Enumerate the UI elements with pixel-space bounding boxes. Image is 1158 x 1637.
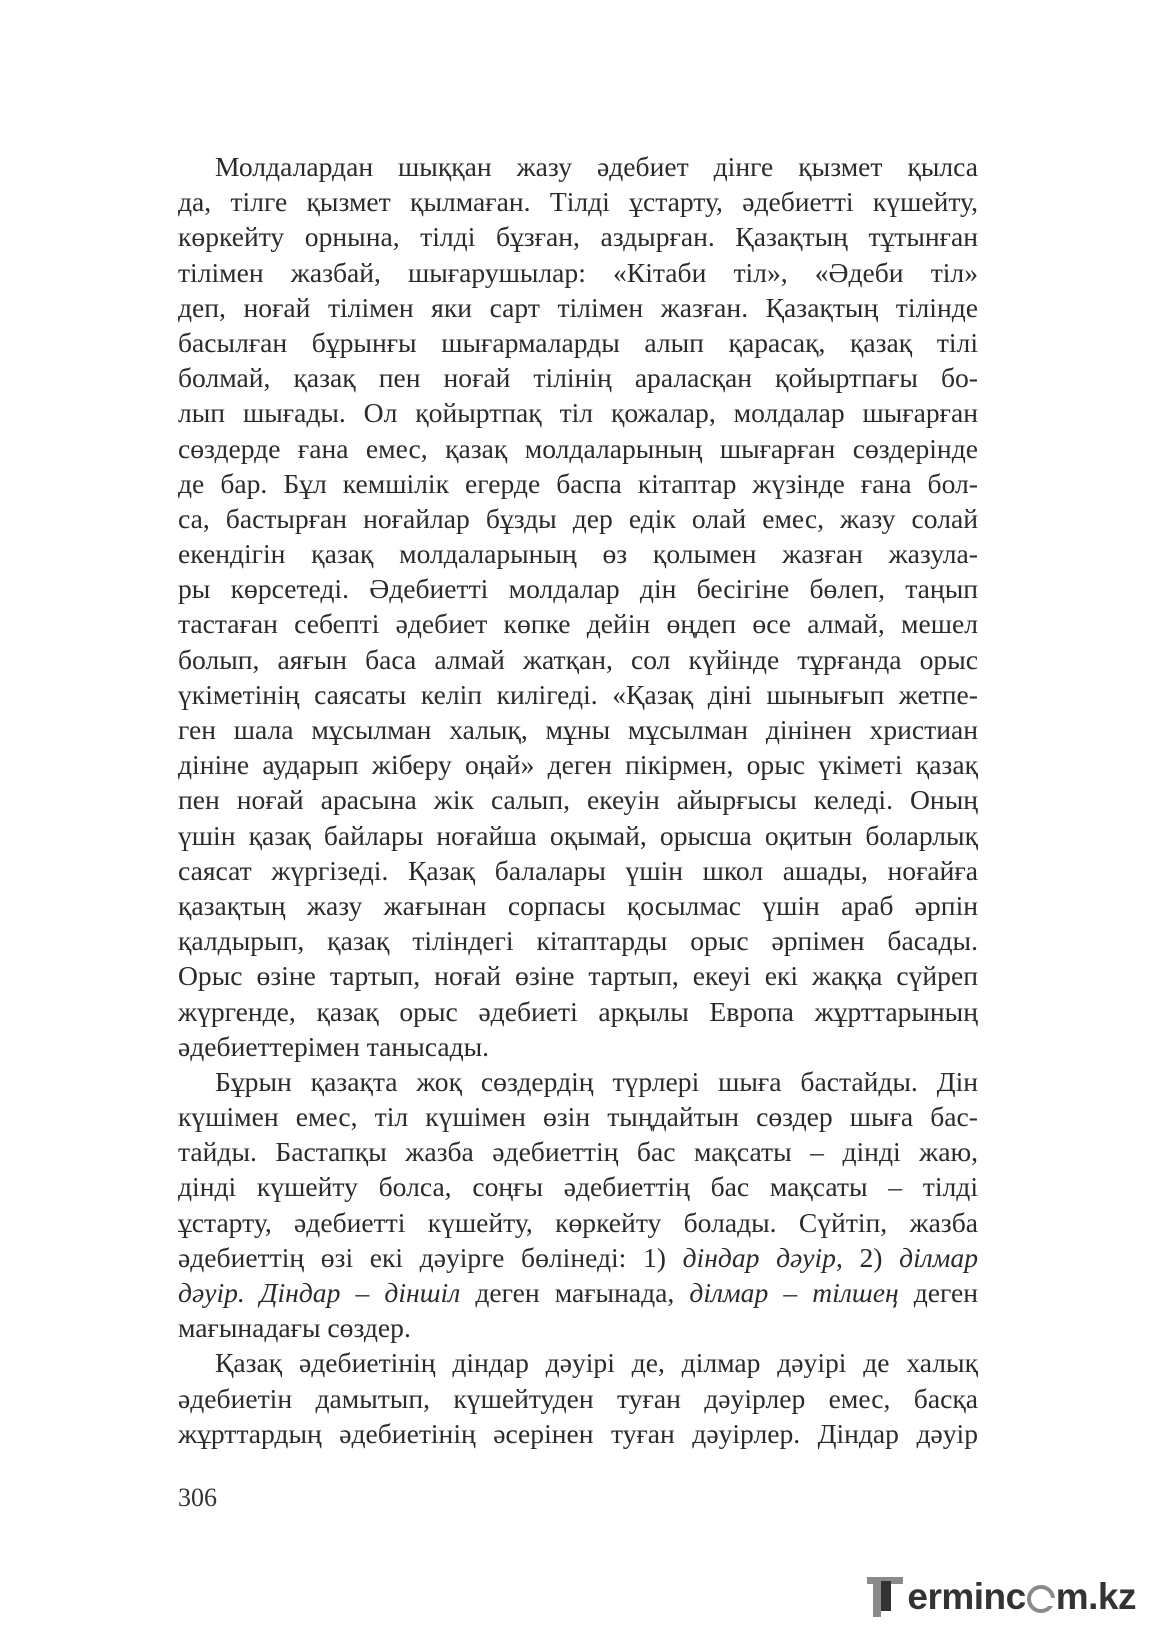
text-line: үшін қазақ байлары ноғайша оқымай, орысша оқитын боларлық [178,819,978,851]
text-line: әдебиетін дамытып, күшейтуден туған дәуірлер емес, басқа [178,1382,978,1414]
text-line: тастаған себепті әдебиет көпке дейін өңдеп өсе алмай, мешел [178,608,978,640]
italic-term: дәуір. Діндар – діншіл [178,1277,461,1308]
text-line: әдебиеттерімен танысады. [178,1030,490,1062]
text-run: деген [898,1277,978,1308]
text-line: Орыс өзіне тартып, ноғай өзіне тартып, екеуі екі жаққа сүйреп [178,960,978,992]
text-line: мағынадағы сөздер. [178,1312,411,1344]
text-line: болып, аяғын баса алмай жатқан, сол күйінде тұрғанда орыс [178,643,978,675]
watermark-text-suffix: m.kz [1055,1576,1136,1617]
text-line: ры көрсетеді. Әдебиетті молдалар дін бесігіне бөлеп, таңып [178,573,978,605]
text-line: қазақтың жазу жағынан сорпасы қосылмас үшін араб әрпін [178,889,978,921]
text-run: , 2) [835,1241,900,1273]
text-line: ген шала мұсылман халық, мұны мұсылман дінінен христиан [178,714,978,745]
text-line [178,1240,978,1275]
text-line: лып шығады. Ол қойыртпақ тіл қожалар, молдалар шығарған [178,397,978,429]
paragraph-1 [178,149,978,1064]
text-line: саясат жүргізеді. Қазақ балалары үшін школ ашады, ноғайға [178,854,978,886]
main-text [178,149,978,1451]
text-line: де бар. Бұл кемшілік егерде баспа кітаптар жүзінде ғана бол- [178,467,978,499]
text-line: үкіметінің саясаты келіп килігеді. «Қазақ діні шынығып жетпе- [178,678,978,710]
watermark-text-prefix: erminc [907,1576,1026,1617]
termincom-logo-icon [867,1571,905,1623]
italic-term: діндар дәуір [682,1241,836,1273]
text-line: Молдалардан шыққан жазу әдебиет дінге қызмет қылса [215,151,978,182]
text-line: дініне аударып жіберу оңай» деген пікірмен, орыс үкіметі қазақ [178,749,978,781]
page-number: 306 [178,1483,217,1512]
text-run: әдебиеттің өзі екі дәуірге бөлінеді: 1) [178,1241,683,1273]
text-line: жүргенде, қазақ орыс әдебиеті арқылы Европа жұрттарының [178,995,978,1027]
text-line: жұрттардың әдебиетінің әсерінен туған дәуірлер. Діндар дәуір [178,1417,978,1449]
text-line: деп, ноғай тілімен яки сарт тілімен жазған. Қазақтың тілінде [178,291,978,323]
text-line: сөздерде ғана емес, қазақ молдаларының шығарған сөздерінде [178,432,978,464]
text-line: басылған бұрынғы шығармаларды алып қарасақ, қазақ тілі [178,326,978,358]
termincom-watermark [867,1567,1136,1627]
text-line: дінді күшейту болса, соңғы әдебиеттің бас мақсаты – тілді [178,1171,978,1203]
text-line: болмай, қазақ пен ноғай тілінің араласқан қойыртпағы бо- [178,362,978,394]
text-line: са, бастырған ноғайлар бұзды дер едік олай емес, жазу солай [178,502,978,534]
watermark-o-icon [1027,1585,1055,1613]
text-line: Қазақ әдебиетінің діндар дәуірі де, ділмар дәуірі де халық [215,1347,978,1379]
text-line: пен ноғай арасына жік салып, екеуін айырғысы келеді. Оның [178,784,978,816]
text-line: күшімен емес, тіл күшімен өзін тыңдайтын сөздер шыға бас- [178,1101,978,1133]
text-line: қалдырып, қазақ тіліндегі кітаптарды орыс әрпімен басады. [178,925,978,957]
text-line: Бұрын қазақта жоқ сөздердің түрлері шыға бастайды. Дін [215,1065,978,1097]
paragraph-2 [178,1064,978,1346]
text-line: екендігін қазақ молдаларының өз қолымен жазған жазула- [178,538,978,570]
paragraph-3 [178,1345,978,1451]
text-line [178,1275,978,1310]
text-line: тілімен жазбай, шығарушылар: «Кітаби тіл», «Әдеби тіл» [178,256,978,288]
italic-term: ділмар [899,1241,978,1273]
text-line: да, тілге қызмет қылмаған. Тілді ұстарту, әдебиетті күшейту, [178,186,978,218]
text-line: ұстарту, әдебиетті күшейту, көркейту болады. Сүйтіп, жазба [178,1206,978,1238]
italic-term: ділмар – тілшең [689,1277,899,1308]
text-run: деген мағынада, [460,1277,690,1308]
text-line: тайды. Бастапқы жазба әдебиеттің бас мақсаты – дінді жаю, [178,1136,978,1168]
text-line: көркейту орнына, тілді бұзған, аздырған. Қазақтың тұтынған [178,221,978,253]
